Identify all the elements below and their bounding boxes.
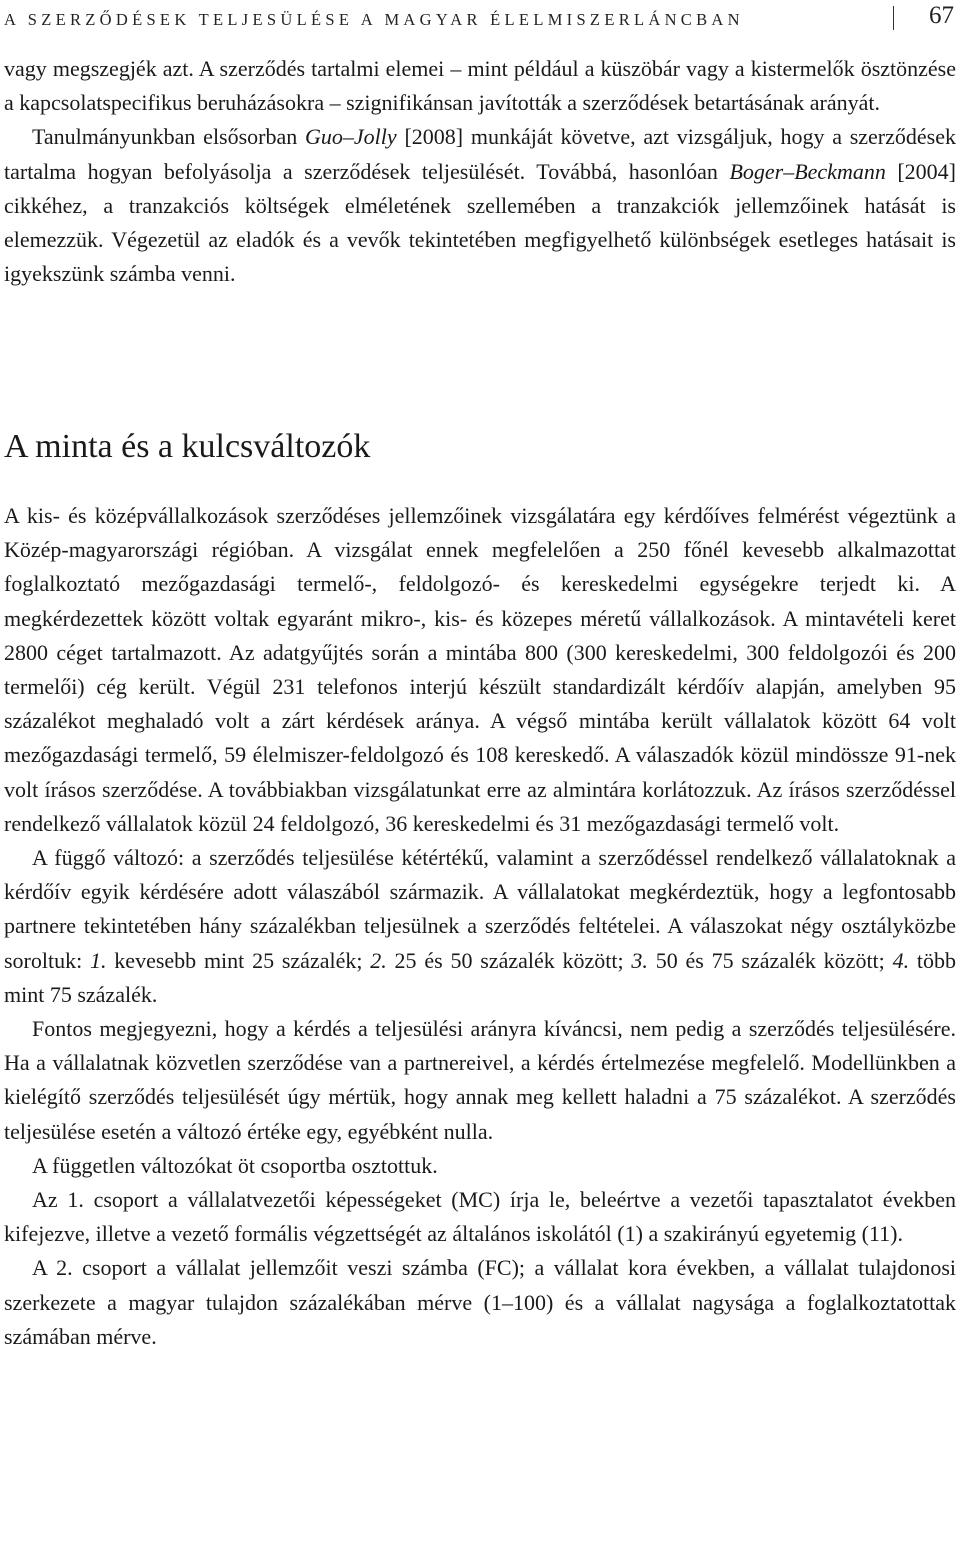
text-run: kevesebb mint 25 százalék;	[106, 947, 371, 973]
category-number: 1.	[90, 947, 107, 973]
paragraph-group-1: Az 1. csoport a vállalatvezetői képességeket (MC) írja le, beleértve a vezetői tapasztalatot években kifejezve, illetve a vezető formális végzettségét az általános iskolától (1) a szakirányú egyetemig (11).	[4, 1187, 956, 1247]
citation-boger-beckmann: Boger–Beckmann	[729, 158, 886, 184]
paragraph-continued	[4, 52, 956, 120]
paragraph-group-2: A 2. csoport a vállalat jellemzőit veszi számba (FC); a vállalat kora években, a vállalat tulajdonosi szerkezete a magyar tulajdon százalékában mérve (1–100) és a vállalat nagysága a foglalkoztatottak számában mérve.	[4, 1255, 956, 1349]
category-number: 3.	[631, 947, 648, 973]
category-number: 4.	[892, 947, 910, 973]
text-run: több mint 75 százalék.	[4, 947, 956, 1007]
text-run: [2008] munkáját követve, azt vizsgáljuk, hogy a szerződések tartalma hogyan befolyásolja a szerződések teljesülését. Továbbá, hasonlóan	[4, 124, 956, 184]
category-number: 2.	[370, 947, 387, 973]
header-divider	[893, 6, 894, 30]
sentence: vagy megszegjék azt. A szerződés tartalmi elemei – mint például a küszöbár vagy a kistermelők ösztönzése a kapcsolatspecifikus beruházásokra – szignifikánsan javították a szerződések betartásának arányát.	[4, 56, 956, 116]
paragraph-dependent-variable	[4, 841, 956, 1012]
intro-text	[4, 52, 956, 291]
running-header	[4, 4, 956, 34]
paragraph-independent-variables: A független változókat öt csoportba osztottuk.	[32, 1152, 438, 1178]
paragraph-study-aim	[4, 120, 956, 291]
paragraph-note: Fontos megjegyezni, hogy a kérdés a teljesülési arányra kíváncsi, nem pedig a szerződés teljesülésére. Ha a vállalatnak közvetlen szerződése van a partnereivel, a kérdés értelmezése megfelelő. Modellünkben a kielégítő szerződés teljesülését úgy mértük, hogy annak meg kellett haladni a 75 százalékot. A szerződés teljesülése esetén a változó értéke egy, egyébként nulla.	[4, 1016, 956, 1144]
text-run: [2004] cikkéhez, a tranzakciós költségek elméletének szellemében a tranzakciók jellemzőinek hatását is elemezzük. Végezetül az eladók és a vevők tekintetében megfigyelhető különbségek esetleges hatásait is igyekszünk számba venni.	[4, 158, 957, 287]
text-run: Tanulmányunkban elsősorban	[32, 124, 306, 150]
page-number: 67	[929, 2, 954, 29]
section-heading: A minta és a kulcsváltozók	[4, 428, 371, 465]
running-title: A SZERZŐDÉSEK TELJESÜLÉSE A MAGYAR ÉLELMISZERLÁNCBAN	[4, 10, 744, 29]
text-run: A függő változó: a szerződés teljesülése kétértékű, valamint a szerződéssel rendelkező vállalatoknak a kérdőív egyik kérdésére adott válaszából származik. A vállalatokat megkérdeztük, hogy a legfontosabb partnere tekintetében hány százalékban teljesülnek a szerződés feltételei. A válaszokat négy osztályközbe soroltuk:	[4, 845, 956, 973]
section-body	[4, 499, 956, 1354]
paragraph-sample: A kis- és középvállalkozások szerződéses jellemzőinek vizsgálatára egy kérdőíves felmérést végeztünk a Közép-magyarországi régióban. A vizsgálat ennek megfelelően a 250 főnél kevesebb alkalmazottat foglalkoztató mezőgazdasági termelő-, feldolgozó- és kereskedelmi egységekre terjedt ki. A megkérdezettek között voltak egyaránt mikro-, kis- és közepes méretű vállalkozások. A mintavételi keret 2800 céget tartalmazott. Az adatgyűjtés során a mintába 800 (300 kereskedelmi, 300 feldolgozói és 200 termelői) cég került. Végül 231 telefonos interjú készült standardizált kérdőív alapján, amelyben 95 százalékot meghaladó volt a zárt kérdések aránya. A végső mintába került vállalatok között 64 volt mezőgazdasági termelő, 59 élelmiszer-feldolgozó és 108 kereskedő. A válaszadók közül mindössze 91-nek volt írásos szerződése. A továbbiakban vizsgálatunkat erre az almintára korlátozzuk. Az írásos szerződéssel rendelkező vállalatok közül 24 feldolgozó, 36 kereskedelmi és 31 mezőgazdasági termelő volt.	[4, 503, 956, 836]
text-run: 25 és 50 százalék között;	[386, 947, 632, 973]
citation-guo-jolly: Guo–Jolly	[305, 124, 397, 150]
text-run: 50 és 75 százalék között;	[647, 947, 893, 973]
